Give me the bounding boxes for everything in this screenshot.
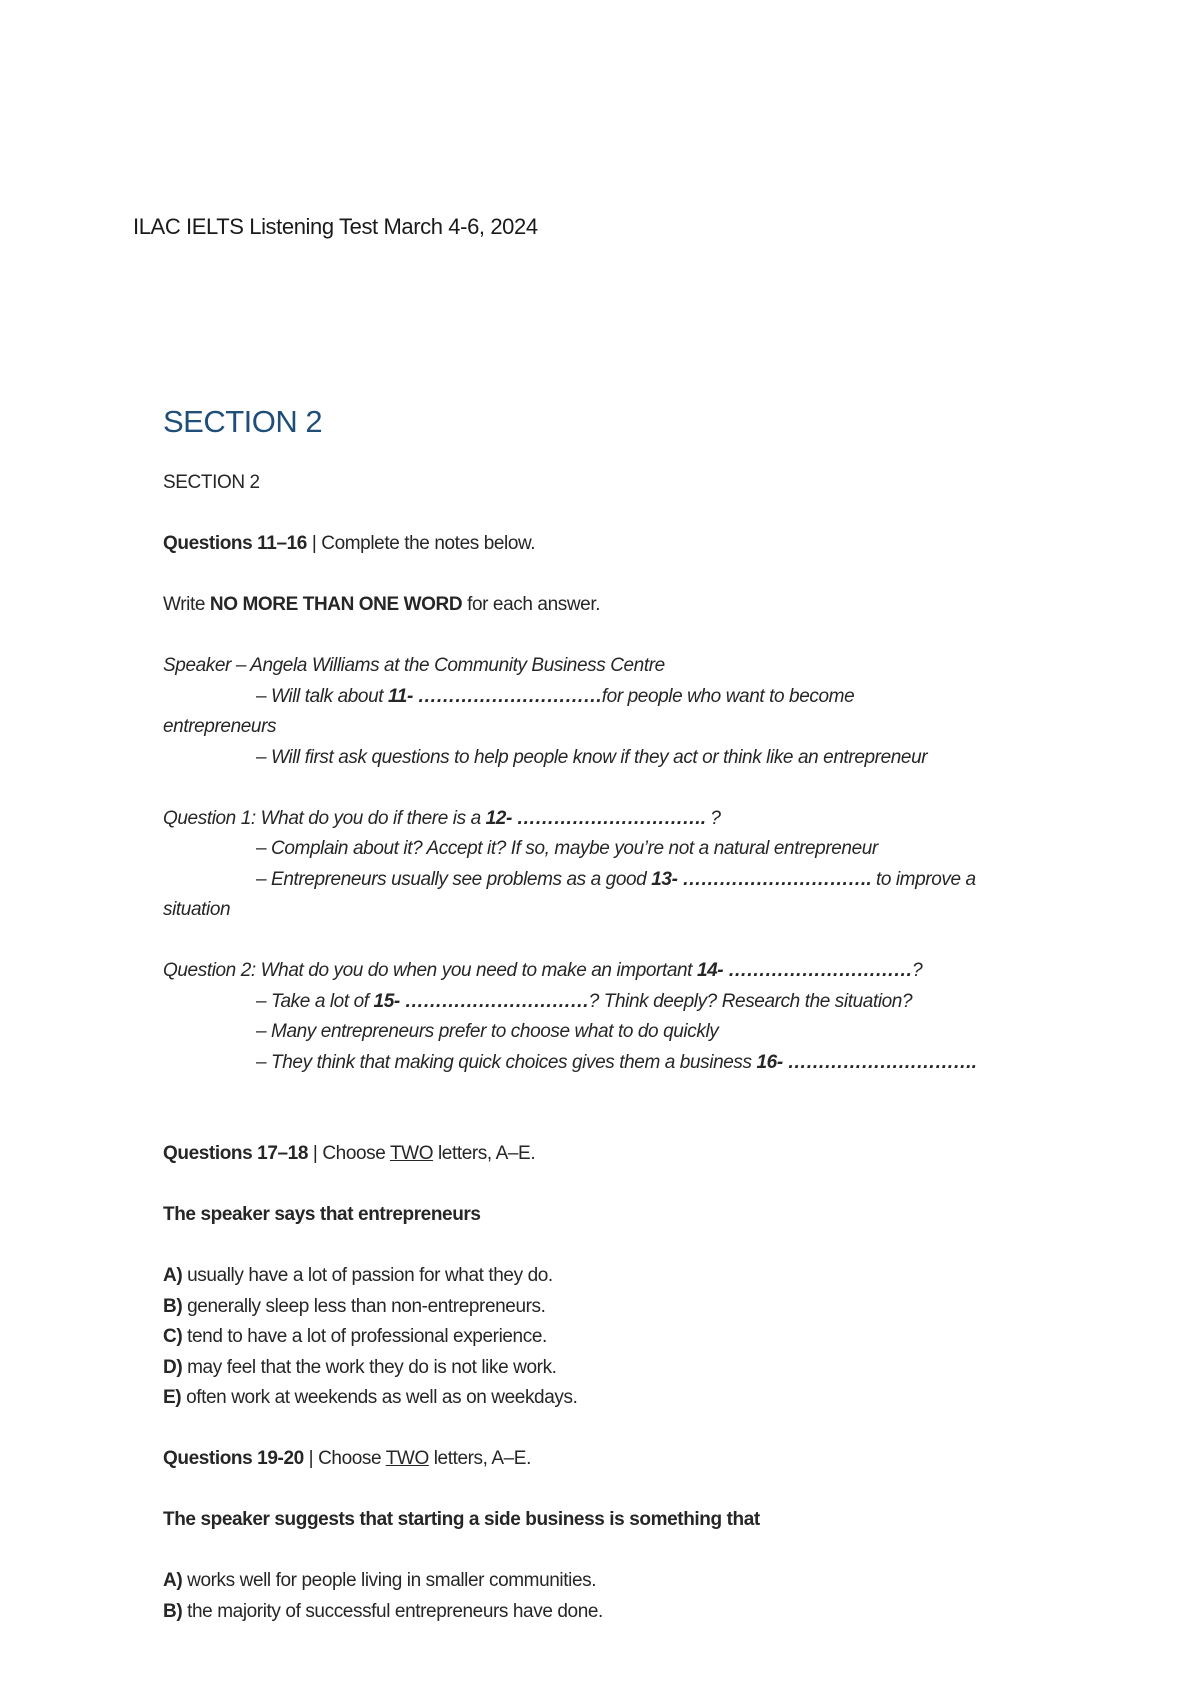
note-15: [163, 987, 1063, 1018]
option-letter: E): [163, 1387, 182, 1408]
option-a: [163, 1566, 1063, 1597]
separator: |: [306, 533, 322, 554]
question-number-12: 12-: [485, 807, 517, 829]
option-c: [163, 1322, 1063, 1353]
note-11-wrap: entrepreneurs: [163, 716, 277, 737]
spacer: [163, 1078, 1063, 1139]
separator: |: [303, 1448, 319, 1469]
notes-block-intro: [163, 651, 1063, 773]
section-content: [163, 402, 1063, 1627]
questions-19-20-header: [163, 1444, 1063, 1475]
note-text: to improve a: [871, 868, 976, 890]
word-limit: NO MORE THAN ONE WORD: [209, 594, 463, 615]
option-text: works well for people living in smaller communities.: [182, 1570, 597, 1591]
note-text: – Entrepreneurs usually see problems as a good: [256, 868, 652, 890]
questions-label: Questions 11–16: [163, 533, 307, 554]
separator: |: [308, 1143, 323, 1164]
option-text: the majority of successful entrepreneurs have done.: [182, 1600, 603, 1622]
note-complain: – Complain about it? Accept it? If so, maybe you’re not a natural entrepreneur: [256, 838, 878, 859]
instruction-text: letters, A–E.: [428, 1448, 531, 1469]
answer-blank-15: …………………………: [404, 990, 589, 1012]
option-d: [163, 1353, 1063, 1384]
option-a: [163, 1261, 1063, 1292]
note-text: ?: [912, 960, 923, 981]
option-text: often work at weekends as well as on weekdays.: [181, 1387, 578, 1408]
section-heading: SECTION 2: [163, 404, 323, 439]
question-number-14: 14-: [696, 960, 729, 981]
option-letter: A): [163, 1570, 183, 1591]
note-text: Question 2: What do you do when you need to make an important: [163, 960, 697, 981]
document-title: ILAC IELTS Listening Test March 4-6, 2024: [133, 214, 538, 239]
notes-block-question-2: [163, 956, 1063, 1078]
answer-blank-14: …………………………: [728, 960, 913, 981]
question-number-15: 15-: [373, 990, 405, 1012]
option-text: generally sleep less than non-entrepreneurs.: [182, 1295, 546, 1317]
note-text: – Take a lot of: [256, 990, 374, 1012]
note-text: Question 1: What do you do if there is a: [163, 807, 486, 829]
note-question-2: [163, 956, 1063, 987]
instruction-emphasis: TWO: [389, 1143, 434, 1164]
speaker-note: Speaker – Angela Williams at the Community Business Centre: [163, 655, 665, 676]
section-subheading: SECTION 2: [163, 472, 260, 493]
note-13-wrap: situation: [163, 899, 231, 920]
options-19-20: [163, 1566, 1063, 1627]
instruction-text: Complete the notes below.: [321, 533, 536, 554]
questions-label: Questions 19-20: [163, 1448, 304, 1469]
instruction-text: Choose: [318, 1448, 386, 1469]
instruction-text: for each answer.: [462, 594, 601, 615]
questions-17-18-header: [163, 1139, 1063, 1170]
notes-block-question-1: [163, 804, 1063, 926]
note-text: ? Think deeply? Research the situation?: [588, 990, 913, 1012]
questions-11-16-header: [163, 529, 1063, 560]
note-13: [163, 865, 1063, 896]
word-limit-instruction: [163, 590, 1063, 621]
question-number-11: 11-: [388, 685, 418, 707]
option-letter: B): [163, 1295, 183, 1317]
option-b: [163, 1597, 1063, 1628]
note-11: [163, 682, 1063, 713]
note-text: for people who want to become: [601, 685, 855, 707]
note-choose-quickly: – Many entrepreneurs prefer to choose what to do quickly: [256, 1021, 719, 1042]
note-text: – Will talk about: [256, 685, 389, 707]
option-e: [163, 1383, 1063, 1414]
option-text: usually have a lot of passion for what they do.: [182, 1265, 553, 1286]
question-number-13: 13-: [651, 868, 683, 890]
question-stem-19-20: The speaker suggests that starting a side business is something that: [163, 1509, 760, 1530]
instruction-text: letters, A–E.: [433, 1143, 536, 1164]
instruction-emphasis: TWO: [385, 1448, 429, 1469]
instruction-text: Write: [163, 594, 210, 615]
answer-blank-12: ………………………….: [516, 807, 706, 829]
option-b: [163, 1292, 1063, 1323]
options-17-18: [163, 1261, 1063, 1414]
option-letter: B): [163, 1600, 183, 1622]
instruction-text: Choose: [322, 1143, 390, 1164]
note-question-1: [163, 804, 1063, 835]
answer-blank-11: …………………………: [417, 685, 602, 707]
answer-blank-13: ………………………….: [682, 868, 872, 890]
questions-label: Questions 17–18: [163, 1143, 309, 1164]
option-text: tend to have a lot of professional experience.: [182, 1326, 547, 1347]
option-text: may feel that the work they do is not like work.: [182, 1356, 557, 1378]
note-text: – They think that making quick choices gives them a business: [256, 1051, 757, 1073]
question-number-16: 16-: [756, 1051, 788, 1073]
note-first-questions: – Will first ask questions to help people know if they act or think like an entrepreneur: [256, 746, 928, 768]
question-stem-17-18: The speaker says that entrepreneurs: [163, 1204, 481, 1225]
note-16: [163, 1048, 1063, 1079]
option-letter: C): [163, 1326, 183, 1347]
answer-blank-16: ………………………….: [787, 1051, 977, 1073]
option-letter: D): [163, 1356, 183, 1378]
note-text: ?: [705, 807, 721, 829]
option-letter: A): [163, 1265, 183, 1286]
